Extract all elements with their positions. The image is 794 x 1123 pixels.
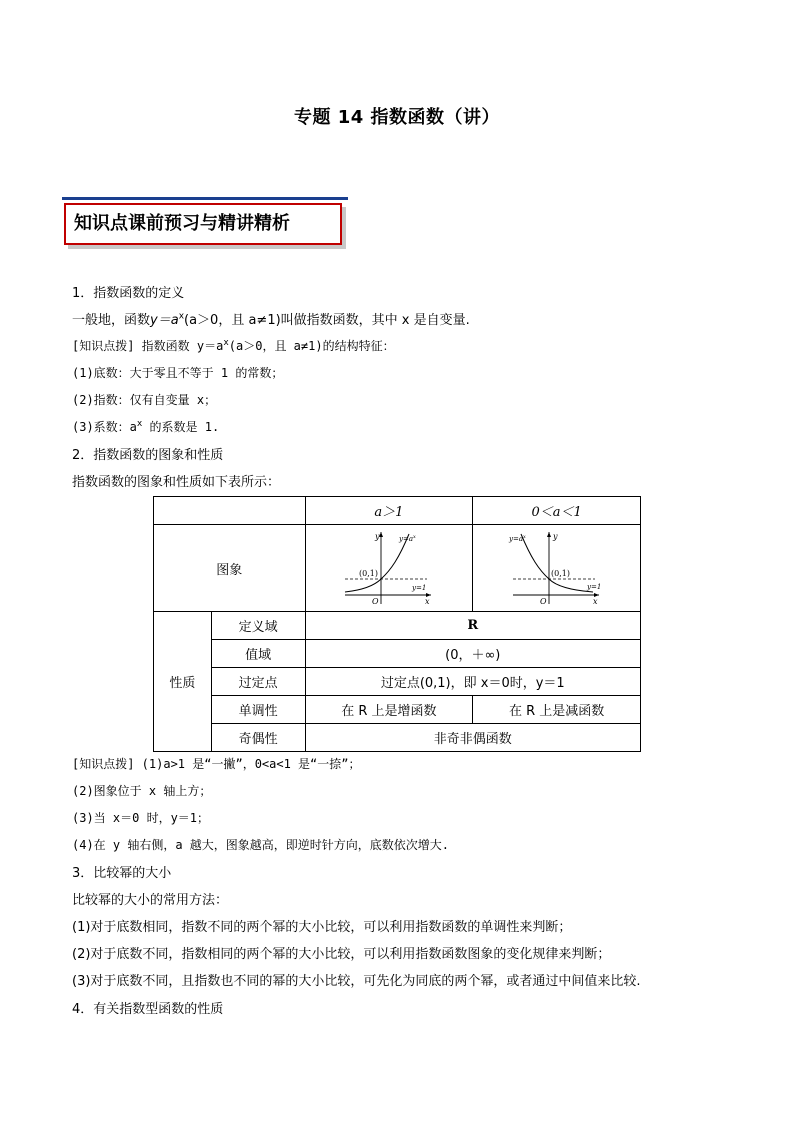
table-row-monotonicity [154,696,641,724]
table-row-fixed-point [154,668,641,696]
table-row-range [154,640,641,668]
section-banner [64,203,342,245]
row-value-increasing: 在 R 上是增函数 [305,696,473,724]
section-3-heading: 3．比较幂的大小 [72,866,172,881]
x-axis-label: x [592,597,598,606]
row-name-monotonicity: 单调性 [211,696,305,724]
feature-exponent: (2)指数：仅有自变量 x； [72,393,217,407]
compare-method-1: (1)对于底数相同，指数不同的两个幂的大小比较，可以利用指数函数的单调性来判断； [72,920,572,935]
asymptote-label: y=1 [411,584,427,592]
row-name-parity: 奇偶性 [211,724,305,752]
section-1-heading: 1．指数函数的定义 [72,286,185,301]
section-4-heading: 4．有关指数型函数的性质 [72,1002,224,1017]
increasing-exponential-graph [339,528,439,608]
definition-text-b: y＝a [150,313,179,328]
fixed-point-label: (0,1) [358,569,378,578]
table-row-parity [154,724,641,752]
row-value-decreasing: 在 R 上是减函数 [473,696,641,724]
y-axis-label: y [374,532,380,541]
coef-text-c: 的系数是 1. [142,420,220,434]
page-title: 专题 14 指数函数（讲） [293,107,501,128]
curve-label: $y=a^x$ [398,534,416,543]
graph-increasing-cell [305,525,473,612]
row-name-range: 值域 [211,640,305,668]
table-graph-row [154,525,641,612]
decreasing-exponential-graph [507,528,607,608]
definition-exponent: x [178,311,185,322]
header-a-lt-1: 0＜a＜1 [473,497,641,525]
tip-text-c: (a＞0，且 a≠1)的结构特征： [228,339,395,353]
row-value-parity: 非奇非偶函数 [305,724,640,752]
coef-text-a: (3)系数：a [72,420,137,434]
decreasing-curve [521,534,593,592]
tip-line [72,337,395,354]
section-3-intro: 比较幂的大小的常用方法： [72,893,229,908]
fixed-point-label: (0,1) [550,569,570,578]
y-axis-label: y [552,532,558,541]
properties-label: 性质 [154,612,212,752]
compare-method-3: (3)对于底数不同，且指数也不同的幂的大小比较，可先化为同底的两个幂，或者通过中间值来比较. [72,974,641,989]
row-value-range: (0，＋∞) [305,640,640,668]
definition-text-d: (a＞0，且 a≠1)叫做指数函数，其中 x 是自变量. [184,313,470,328]
definition-text-a: 一般地，函数 [72,313,151,328]
section-2-heading: 2．指数函数的图象和性质 [72,448,224,463]
feature-base: (1)底数：大于零且不等于 1 的常数； [72,366,284,380]
graph-decreasing-cell [473,525,641,612]
header-a-gt-1: a＞1 [305,497,473,525]
row-name-domain: 定义域 [211,612,305,640]
tip-text-a: [知识点拨] 指数函数 y＝a [72,339,224,353]
graph-tip-4: (4)在 y 轴右侧，a 越大，图象越高，即逆时针方向，底数依次增大. [72,838,450,852]
origin-label: O [539,597,547,606]
y-arrow-icon [547,532,551,537]
table-header-row [154,497,641,525]
coef-exponent: x [136,419,143,429]
origin-label: O [371,597,379,606]
feature-coefficient [72,418,219,435]
table-row-domain [154,612,641,640]
x-axis-label: x [424,597,430,606]
y-arrow-icon [379,532,383,537]
graph-tip-1: [知识点拨] (1)a>1 是“一撇”，0<a<1 是“一捺”； [72,757,361,771]
graph-tip-2: (2)图象位于 x 轴上方； [72,784,212,798]
curve-label: $y=a^x$ [508,534,526,543]
graph-tip-3: (3)当 x＝0 时，y＝1； [72,811,210,825]
asymptote-label: y=1 [586,583,601,591]
compare-method-2: (2)对于底数不同，指数相同的两个幂的大小比较，可以利用指数函数图象的变化规律来判断； [72,947,611,962]
tip-exponent: x [223,338,229,348]
properties-table [153,496,641,752]
section-2-intro: 指数函数的图象和性质如下表所示： [72,475,281,490]
graph-label: 图象 [154,525,306,612]
row-value-fixed-point: 过定点(0,1)，即 x＝0时，y＝1 [305,668,640,696]
definition-line [72,309,470,328]
banner-label: 知识点课前预习与精讲精析 [74,213,290,234]
banner-top-rule [62,197,348,200]
table-corner-cell [154,497,306,525]
row-name-fixed-point: 过定点 [211,668,305,696]
row-value-domain: R [305,612,640,640]
